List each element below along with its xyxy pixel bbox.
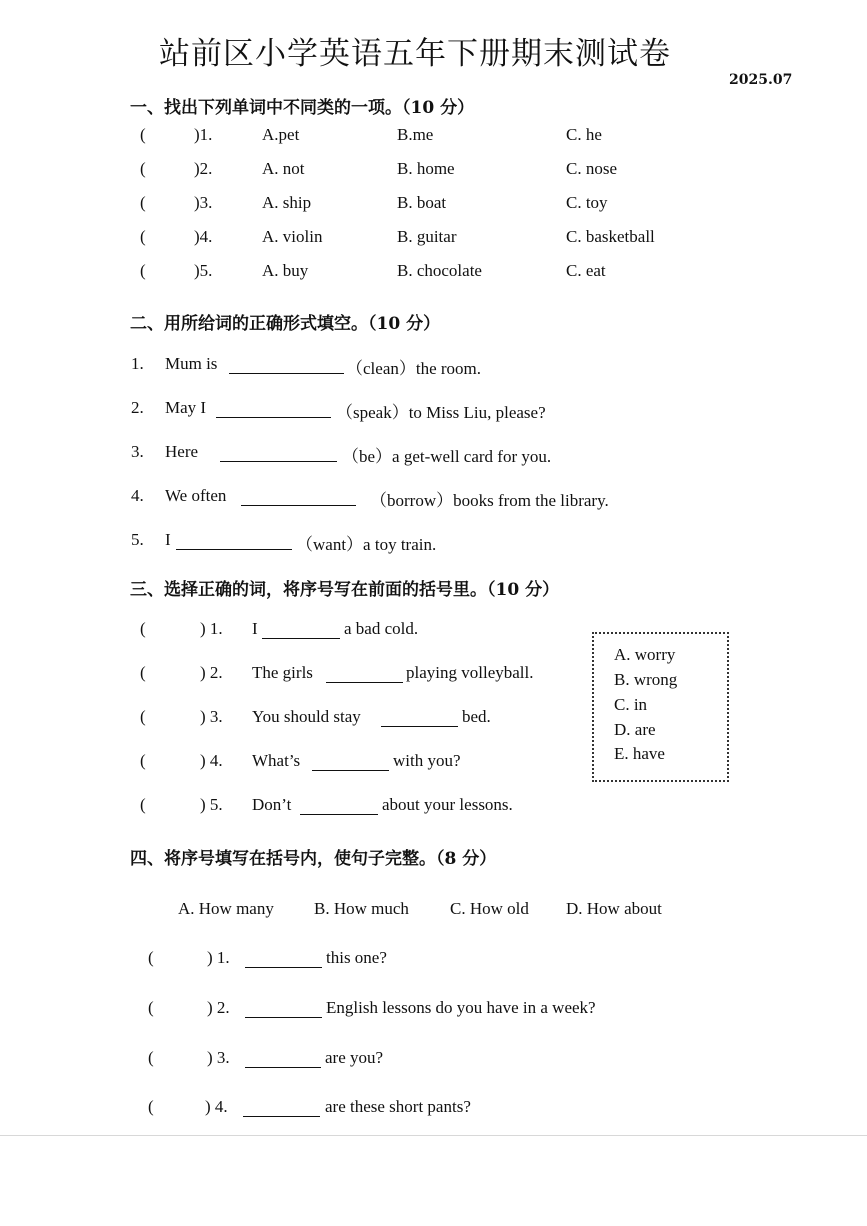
sentence-hint: （borrow）books from the library. xyxy=(370,491,609,510)
question-number: ) 4. xyxy=(200,751,223,770)
answer-blank[interactable] xyxy=(300,813,378,815)
sentence-start: You should stay xyxy=(252,707,361,726)
answer-blank[interactable] xyxy=(245,1016,322,1018)
question-number: ) 4. xyxy=(205,1097,228,1116)
answer-paren: ( xyxy=(140,795,146,814)
question-number: )3. xyxy=(194,193,213,212)
answer-blank[interactable] xyxy=(229,372,344,374)
answer-blank[interactable] xyxy=(176,548,292,550)
phrase-option: D. How about xyxy=(566,899,662,918)
option-c: C. toy xyxy=(566,193,608,212)
answer-paren: ( xyxy=(140,261,146,280)
option-b: B. chocolate xyxy=(397,261,482,280)
option-c: C. basketball xyxy=(566,227,655,246)
section-3-item xyxy=(0,795,867,821)
answer-paren: ( xyxy=(140,193,146,212)
question-number: )5. xyxy=(194,261,213,280)
section-3-item xyxy=(0,751,867,777)
sentence-hint: （clean）the room. xyxy=(346,359,482,378)
option-a: A. not xyxy=(262,159,305,178)
question-number: 2. xyxy=(131,398,144,417)
answer-paren: ( xyxy=(148,1048,154,1067)
answer-blank[interactable] xyxy=(243,1115,320,1117)
sentence-hint: （want）a toy train. xyxy=(296,535,437,554)
answer-blank[interactable] xyxy=(262,637,340,639)
sentence-end: a bad cold. xyxy=(344,619,419,638)
question-number: 4. xyxy=(131,486,144,505)
option-b: B. home xyxy=(397,159,455,178)
sentence-start: We often xyxy=(165,486,227,505)
word-bank-option: B. wrong xyxy=(614,670,678,689)
section-4-item xyxy=(0,998,867,1024)
sentence-end: English lessons do you have in a week? xyxy=(326,998,596,1017)
word-bank-option: E. have xyxy=(614,744,665,763)
section-3-item xyxy=(0,707,867,733)
section-1-item xyxy=(0,125,867,151)
option-b: B. guitar xyxy=(397,227,457,246)
section-1-heading: 一、找出下列单词中不同类的一项。（10 分） xyxy=(130,98,475,118)
phrase-option: C. How old xyxy=(450,899,529,918)
section-4-item xyxy=(0,948,867,974)
page-divider xyxy=(0,1135,867,1136)
sentence-hint: （speak）to Miss Liu, please? xyxy=(336,403,546,422)
question-number: ) 2. xyxy=(207,998,230,1017)
sentence-start: The girls xyxy=(252,663,313,682)
question-number: )2. xyxy=(194,159,213,178)
section-2-heading: 二、用所给词的正确形式填空。（10 分） xyxy=(130,314,441,334)
section-2-item xyxy=(0,442,867,468)
exam-date: 2025.07 xyxy=(729,72,793,88)
option-c: C. eat xyxy=(566,261,606,280)
answer-blank[interactable] xyxy=(216,416,331,418)
answer-blank[interactable] xyxy=(245,966,322,968)
option-b: B. boat xyxy=(397,193,447,212)
section-2-item xyxy=(0,398,867,424)
question-number: )4. xyxy=(194,227,213,246)
section-1-item xyxy=(0,227,867,253)
word-bank-option: A. worry xyxy=(614,645,676,664)
sentence-end: playing volleyball. xyxy=(406,663,534,682)
answer-blank[interactable] xyxy=(312,769,389,771)
answer-paren: ( xyxy=(140,707,146,726)
question-number: ) 1. xyxy=(207,948,230,967)
sentence-hint: （be）a get-well card for you. xyxy=(342,447,552,466)
sentence-end: bed. xyxy=(462,707,491,726)
section-1-item xyxy=(0,159,867,185)
option-c: C. he xyxy=(566,125,602,144)
sentence-end: with you? xyxy=(393,751,461,770)
question-number: ) 5. xyxy=(200,795,223,814)
option-a: A. violin xyxy=(262,227,323,246)
sentence-start: What’s xyxy=(252,751,301,770)
sentence-end: about your lessons. xyxy=(382,795,513,814)
answer-paren: ( xyxy=(148,948,154,967)
answer-blank[interactable] xyxy=(245,1066,321,1068)
sentence-start: Here xyxy=(165,442,199,461)
section-4-item xyxy=(0,1048,867,1074)
option-a: A. buy xyxy=(262,261,309,280)
word-bank-option: C. in xyxy=(614,695,648,714)
phrase-option: A. How many xyxy=(178,899,274,918)
question-number: ) 3. xyxy=(207,1048,230,1067)
phrase-option: B. How much xyxy=(314,899,409,918)
section-4-options xyxy=(0,899,867,925)
answer-blank[interactable] xyxy=(241,504,356,506)
answer-paren: ( xyxy=(140,125,146,144)
option-b: B.me xyxy=(397,125,434,144)
answer-paren: ( xyxy=(148,1097,154,1116)
question-number: 5. xyxy=(131,530,144,549)
word-bank-box xyxy=(592,632,729,782)
section-1-item xyxy=(0,193,867,219)
answer-blank[interactable] xyxy=(326,681,403,683)
answer-paren: ( xyxy=(140,619,146,638)
question-number: ) 1. xyxy=(200,619,223,638)
answer-paren: ( xyxy=(140,751,146,770)
sentence-end: are you? xyxy=(325,1048,384,1067)
section-2-item xyxy=(0,354,867,380)
question-number: ) 2. xyxy=(200,663,223,682)
answer-paren: ( xyxy=(140,663,146,682)
option-a: A.pet xyxy=(262,125,300,144)
sentence-start: Don’t xyxy=(252,795,292,814)
section-4-item xyxy=(0,1097,867,1123)
sentence-start: Mum is xyxy=(165,354,218,373)
section-3-heading: 三、选择正确的词，将序号写在前面的括号里。（10 分） xyxy=(130,580,560,600)
section-3-item xyxy=(0,663,867,689)
answer-paren: ( xyxy=(140,227,146,246)
question-number: 3. xyxy=(131,442,144,461)
question-number: )1. xyxy=(194,125,213,144)
question-number: 1. xyxy=(131,354,144,373)
section-2-item xyxy=(0,486,867,512)
question-number: ) 3. xyxy=(200,707,223,726)
section-4-heading: 四、将序号填写在括号内，使句子完整。（8 分） xyxy=(130,849,497,869)
section-3-item xyxy=(0,619,867,645)
option-c: C. nose xyxy=(566,159,617,178)
section-1-item xyxy=(0,261,867,287)
answer-paren: ( xyxy=(148,998,154,1017)
sentence-start: I xyxy=(252,619,258,638)
section-2-item xyxy=(0,530,867,556)
sentence-start: May I xyxy=(165,398,207,417)
word-bank-option: D. are xyxy=(614,720,656,739)
answer-paren: ( xyxy=(140,159,146,178)
answer-blank[interactable] xyxy=(381,725,458,727)
page-title: 站前区小学英语五年下册期末测试卷 xyxy=(159,36,671,72)
option-a: A. ship xyxy=(262,193,312,212)
answer-blank[interactable] xyxy=(220,460,337,462)
sentence-start: I xyxy=(165,530,171,549)
sentence-end: are these short pants? xyxy=(325,1097,471,1116)
sentence-end: this one? xyxy=(326,948,387,967)
